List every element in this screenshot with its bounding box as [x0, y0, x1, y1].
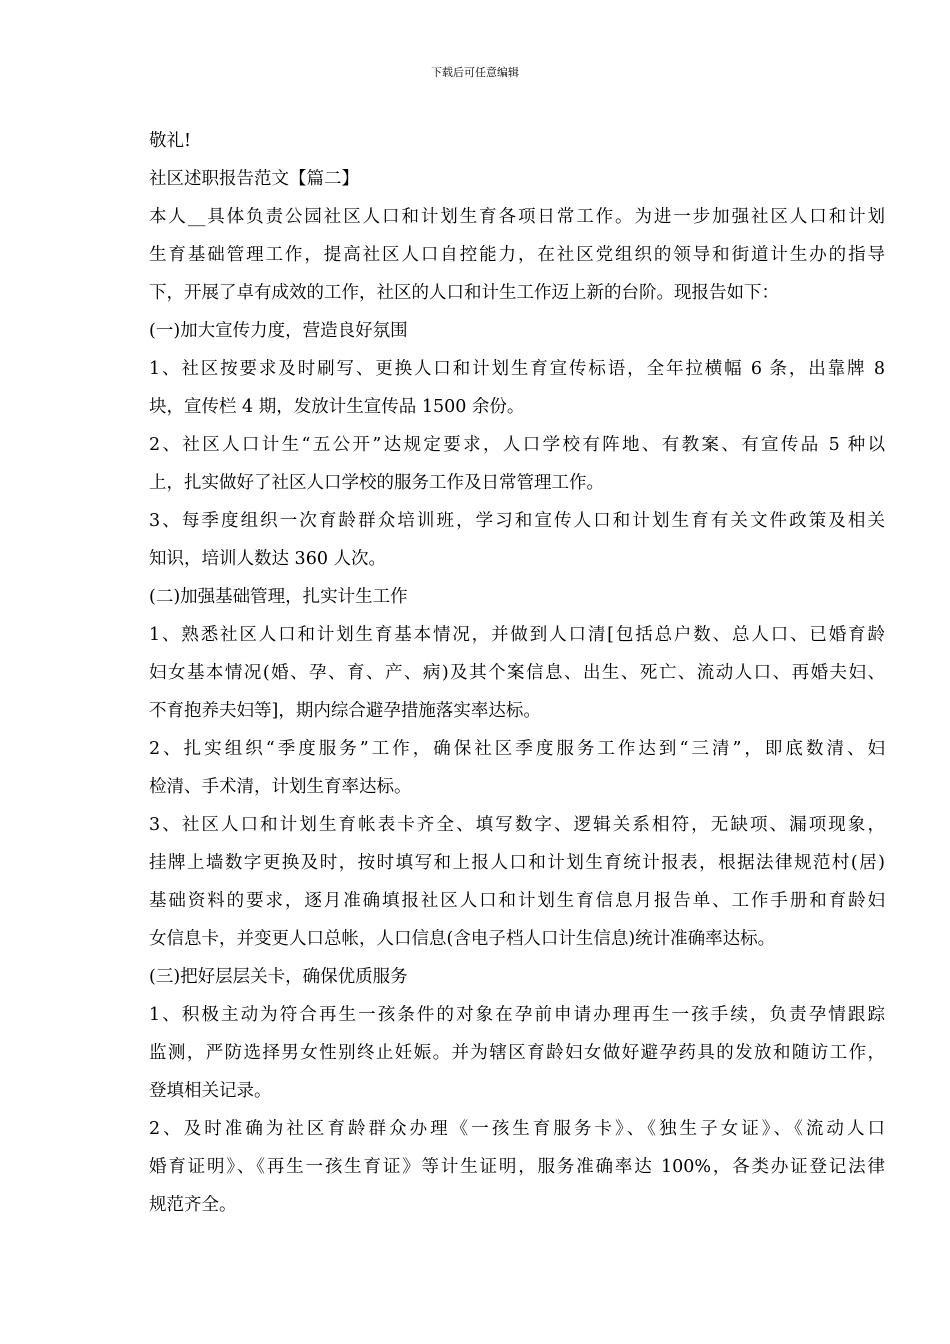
- text-line: 1、积极主动为符合再生一孩条件的对象在孕前申请办理再生一孩手续，负责孕情跟踪: [149, 1005, 885, 1025]
- text-line: 块，宣传栏 4 期，发放计生宣传品 1500 余份。: [149, 397, 525, 417]
- page-header: 下载后可任意编辑: [431, 66, 519, 79]
- text-line: 3、每季度组织一次育龄群众培训班，学习和宣传人口和计划生育有关文件政策及相关: [149, 511, 885, 531]
- text-line: 女信息卡，并变更人口总帐，人口信息(含电子档人口计生信息)统计准确率达标。: [149, 929, 776, 949]
- paragraph-s2-item-2: [137, 730, 885, 806]
- text-line: 妇女基本情况(婚、孕、育、产、病)及其个案信息、出生、死亡、流动人口、再婚夫妇、: [149, 663, 885, 683]
- text-line: 1、熟悉社区人口和计划生育基本情况，并做到人口清[包括总户数、总人口、已婚育龄: [149, 625, 885, 645]
- text-line: 规范齐全。: [149, 1195, 237, 1215]
- paragraph-s3-item-1: [137, 996, 885, 1110]
- document-body: [137, 122, 885, 1224]
- text-line: 检清、手术清，计划生育率达标。: [149, 777, 412, 797]
- paragraph-section-2: [137, 578, 885, 616]
- text-line: 婚育证明》、《再生一孩生育证》等计生证明，服务准确率达 100%，各类办证登记法律: [149, 1157, 885, 1177]
- paragraph-title: [137, 160, 885, 198]
- text-line: 1、社区按要求及时刷写、更换人口和计划生育宣传标语，全年拉横幅 6 条，出靠牌 8: [149, 359, 885, 379]
- paragraph-s1-item-2: [137, 426, 885, 502]
- text-line: 2、及时准确为社区育龄群众办理《一孩生育服务卡》、《独生子女证》、《流动人口: [149, 1119, 885, 1139]
- text-line: 2、社区人口计生“五公开”达规定要求，人口学校有阵地、有教案、有宣传品 5 种以: [149, 435, 885, 455]
- text-line: (一)加大宣传力度，营造良好氛围: [149, 321, 408, 341]
- paragraph-s1-item-1: [137, 350, 885, 426]
- paragraph-closing: [137, 122, 885, 160]
- paragraph-intro: [137, 198, 885, 312]
- text-line: 知识，培训人数达 360 人次。: [149, 549, 387, 569]
- text-line: 社区述职报告范文【篇二】: [149, 169, 359, 189]
- text-line: 上，扎实做好了社区人口学校的服务工作及日常管理工作。: [149, 473, 604, 493]
- text-line: 生育基础管理工作，提高社区人口自控能力，在社区党组织的领导和街道计生办的指导: [149, 245, 885, 265]
- paragraph-s1-item-3: [137, 502, 885, 578]
- text-line: 登填相关记录。: [149, 1081, 272, 1101]
- text-line: (二)加强基础管理，扎实计生工作: [149, 587, 408, 607]
- paragraph-s3-item-2: [137, 1110, 885, 1224]
- text-line: 下，开展了卓有成效的工作，社区的人口和计生工作迈上新的台阶。现报告如下：: [149, 283, 779, 303]
- text-line: 不育抱养夫妇等]，期内综合避孕措施落实率达标。: [149, 701, 541, 721]
- text-line: (三)把好层层关卡，确保优质服务: [149, 967, 408, 987]
- text-line: 基础资料的要求，逐月准确填报社区人口和计划生育信息月报告单、工作手册和育龄妇: [149, 891, 885, 911]
- paragraph-s2-item-3: [137, 806, 885, 958]
- paragraph-section-3: [137, 958, 885, 996]
- text-line: 敬礼!: [149, 131, 192, 151]
- text-line: 3、社区人口和计划生育帐表卡齐全、填写数字、逻辑关系相符，无缺项、漏项现象，: [149, 815, 885, 835]
- text-line: 2、扎实组织“季度服务”工作，确保社区季度服务工作达到“三清”，即底数清、妇: [149, 739, 885, 759]
- text-line: 本人__具体负责公园社区人口和计划生育各项日常工作。为进一步加强社区人口和计划: [149, 207, 885, 227]
- text-line: 监测，严防选择男女性别终止妊娠。并为辖区育龄妇女做好避孕药具的发放和随访工作，: [149, 1043, 885, 1063]
- text-line: 挂牌上墙数字更换及时，按时填写和上报人口和计划生育统计报表，根据法律规范村(居): [149, 853, 885, 873]
- paragraph-s2-item-1: [137, 616, 885, 730]
- paragraph-section-1: [137, 312, 885, 350]
